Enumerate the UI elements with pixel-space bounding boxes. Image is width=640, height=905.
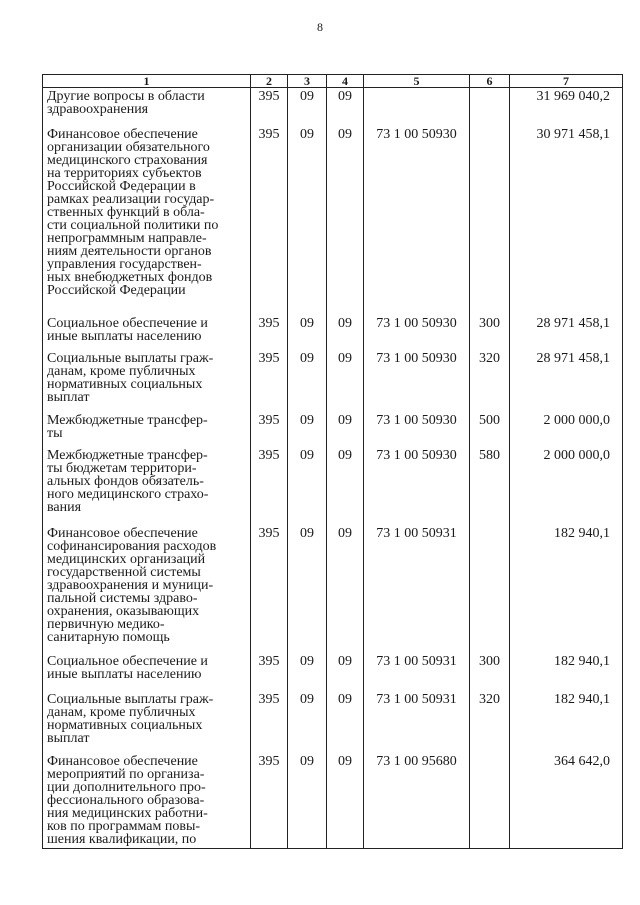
subsection-code-cell: 09 [327, 350, 364, 412]
row-name-line: здравоохранения и муници- [47, 577, 214, 593]
row-name-line: ков по программам повы- [47, 818, 201, 834]
admin-code-cell: 395 [251, 447, 288, 525]
row-name-line: ных внебюджетных фондов [47, 269, 213, 285]
target-article-cell: 73 1 00 50931 [364, 525, 470, 653]
expense-type-cell [470, 753, 510, 849]
row-name-line: Социальное обеспечение и [47, 315, 208, 331]
row-name-line: Социальные выплаты граж- [47, 350, 214, 366]
target-article-cell: 73 1 00 50931 [364, 691, 470, 753]
row-name-line: мероприятий по организа- [47, 766, 205, 782]
section-code-cell: 09 [288, 88, 327, 126]
row-name-line: шения квалификации, по [47, 831, 197, 847]
row-name-line: непрограммным направле- [47, 230, 207, 246]
section-code-cell: 09 [288, 447, 327, 525]
subsection-code-cell: 09 [327, 691, 364, 753]
amount-cell: 182 940,1 [510, 525, 623, 653]
subsection-code-cell: 09 [327, 315, 364, 350]
target-article-cell: 73 1 00 50930 [364, 350, 470, 412]
expense-type-cell [470, 88, 510, 126]
row-name-line: Межбюджетные трансфер- [47, 447, 208, 463]
amount-cell: 28 971 458,1 [510, 350, 623, 412]
row-name-line: ты [47, 425, 63, 441]
table-row [43, 525, 623, 653]
amount-cell: 2 000 000,0 [510, 412, 623, 447]
row-name [43, 315, 251, 350]
row-name-line: санитарную помощь [47, 629, 170, 645]
row-name-line: ниям деятельности органов [47, 243, 212, 259]
subsection-code-cell: 09 [327, 753, 364, 849]
budget-table [42, 74, 623, 849]
admin-code-cell: 395 [251, 653, 288, 691]
table-row [43, 691, 623, 753]
table-row [43, 126, 623, 315]
subsection-code-cell: 09 [327, 126, 364, 315]
row-name-line: Финансовое обеспечение [47, 126, 198, 142]
target-article-cell: 73 1 00 50930 [364, 126, 470, 315]
row-name-line: управления государствен- [47, 256, 202, 272]
row-name-line: ния медицинских работни- [47, 805, 208, 821]
admin-code-cell: 395 [251, 525, 288, 653]
amount-cell: 182 940,1 [510, 653, 623, 691]
admin-code-cell: 395 [251, 753, 288, 849]
row-name-line: альных фондов обязатель- [47, 473, 204, 489]
expense-type-cell: 320 [470, 691, 510, 753]
table-row [43, 350, 623, 412]
row-name-line: Межбюджетные трансфер- [47, 412, 208, 428]
row-name-line: организации обязательного [47, 139, 210, 155]
column-header: 6 [470, 75, 510, 88]
column-header: 1 [43, 75, 251, 88]
section-code-cell: 09 [288, 691, 327, 753]
expense-type-cell: 300 [470, 315, 510, 350]
table-row [43, 88, 623, 126]
target-article-cell: 73 1 00 50930 [364, 315, 470, 350]
section-code-cell: 09 [288, 126, 327, 315]
target-article-cell: 73 1 00 50930 [364, 412, 470, 447]
row-name-line: сти социальной политики по [47, 217, 219, 233]
row-name [43, 525, 251, 653]
column-header: 2 [251, 75, 288, 88]
row-name [43, 350, 251, 412]
row-name-line: выплат [47, 389, 90, 405]
row-name-line: вания [47, 499, 82, 515]
row-name-line: первичную медико- [47, 616, 165, 632]
row-name-line: Российской Федерации в [47, 178, 196, 194]
row-name [43, 447, 251, 525]
expense-type-cell [470, 525, 510, 653]
target-article-cell [364, 88, 470, 126]
expense-type-cell: 500 [470, 412, 510, 447]
section-code-cell: 09 [288, 753, 327, 849]
admin-code-cell: 395 [251, 350, 288, 412]
admin-code-cell: 395 [251, 315, 288, 350]
table-row [43, 653, 623, 691]
row-name-line: Финансовое обеспечение [47, 525, 198, 541]
row-name [43, 691, 251, 753]
section-code-cell: 09 [288, 412, 327, 447]
column-header: 3 [288, 75, 327, 88]
expense-type-cell: 320 [470, 350, 510, 412]
row-name-line: ного медицинского страхо- [47, 486, 209, 502]
row-name [43, 412, 251, 447]
target-article-cell: 73 1 00 95680 [364, 753, 470, 849]
row-name-line: пальной системы здраво- [47, 590, 198, 606]
row-name-line: данам, кроме публичных [47, 363, 196, 379]
row-name-line: нормативных социальных [47, 717, 203, 733]
amount-cell: 28 971 458,1 [510, 315, 623, 350]
row-name-line: софинансирования расходов [47, 538, 217, 554]
row-name [43, 88, 251, 126]
expense-type-cell: 580 [470, 447, 510, 525]
table-row [43, 412, 623, 447]
table-row [43, 753, 623, 849]
row-name-line: государственной системы [47, 564, 201, 580]
subsection-code-cell: 09 [327, 88, 364, 126]
row-name [43, 753, 251, 849]
row-name-line: медицинского страхования [47, 152, 208, 168]
row-name-line: Социальные выплаты граж- [47, 691, 214, 707]
expense-type-cell [470, 126, 510, 315]
row-name-line: фессионального образова- [47, 792, 205, 808]
section-code-cell: 09 [288, 653, 327, 691]
amount-cell: 182 940,1 [510, 691, 623, 753]
table-row [43, 315, 623, 350]
row-name-line: иные выплаты населению [47, 328, 202, 344]
row-name-line: на территориях субъектов [47, 165, 202, 181]
amount-cell: 31 969 040,2 [510, 88, 623, 126]
row-name-line: выплат [47, 730, 90, 746]
row-name-line: медицинских организаций [47, 551, 206, 567]
row-name-line: ции дополнительного про- [47, 779, 206, 795]
table-header-row [43, 75, 623, 88]
row-name-line: Социальное обеспечение и [47, 653, 208, 669]
subsection-code-cell: 09 [327, 447, 364, 525]
amount-cell: 2 000 000,0 [510, 447, 623, 525]
amount-cell: 364 642,0 [510, 753, 623, 849]
row-name-line: ственных функций в обла- [47, 204, 205, 220]
admin-code-cell: 395 [251, 126, 288, 315]
row-name [43, 653, 251, 691]
section-code-cell: 09 [288, 525, 327, 653]
column-header: 4 [327, 75, 364, 88]
row-name-line: данам, кроме публичных [47, 704, 196, 720]
column-header: 5 [364, 75, 470, 88]
target-article-cell: 73 1 00 50930 [364, 447, 470, 525]
page-number: 8 [317, 20, 323, 34]
column-header: 7 [510, 75, 623, 88]
expense-type-cell: 300 [470, 653, 510, 691]
amount-cell: 30 971 458,1 [510, 126, 623, 315]
row-name-line: здравоохранения [47, 102, 149, 117]
subsection-code-cell: 09 [327, 525, 364, 653]
admin-code-cell: 395 [251, 691, 288, 753]
target-article-cell: 73 1 00 50931 [364, 653, 470, 691]
subsection-code-cell: 09 [327, 412, 364, 447]
row-name-line: иные выплаты населению [47, 666, 202, 682]
section-code-cell: 09 [288, 350, 327, 412]
row-name-line: Российской Федерации [47, 282, 186, 298]
section-code-cell: 09 [288, 315, 327, 350]
subsection-code-cell: 09 [327, 653, 364, 691]
row-name-line: охранения, оказывающих [47, 603, 200, 619]
row-name-line: рамках реализации государ- [47, 191, 215, 207]
admin-code-cell: 395 [251, 412, 288, 447]
table-row [43, 447, 623, 525]
row-name-line: ты бюджетам территори- [47, 460, 197, 476]
row-name-line: Другие вопросы в области [47, 89, 205, 104]
row-name-line: Финансовое обеспечение [47, 753, 198, 769]
row-name [43, 126, 251, 315]
admin-code-cell: 395 [251, 88, 288, 126]
row-name-line: нормативных социальных [47, 376, 203, 392]
